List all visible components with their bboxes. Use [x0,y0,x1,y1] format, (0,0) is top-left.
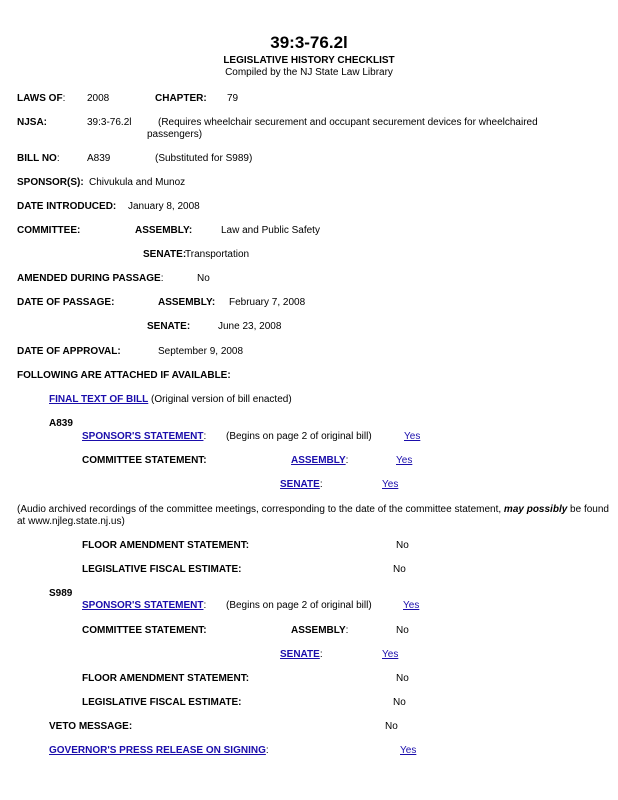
s989-sponsor-statement-label: SPONSOR'S STATEMENT: [82,600,207,611]
bill-no-value: A839 [87,153,111,164]
s989-floor-amendment-label: FLOOR AMENDMENT STATEMENT: [82,673,250,684]
date-of-passage-label: DATE OF PASSAGE: [17,297,115,308]
njsa-label: NJSA: [17,117,48,128]
a839-sponsor-note: (Begins on page 2 of original bill) [226,431,372,442]
date-introduced-value: January 8, 2008 [128,201,200,212]
amended-label: AMENDED DURING PASSAGE: [17,273,164,284]
a839-sponsor-statement-yes-link[interactable]: Yes [404,431,421,442]
governor-press-release-label: GOVERNOR'S PRESS RELEASE ON SIGNING: [49,745,269,756]
a839-fiscal-estimate-label: LEGISLATIVE FISCAL ESTIMATE: [82,564,242,575]
passage-senate-label: SENATE: [147,321,191,332]
date-of-approval-label: DATE OF APPROVAL: [17,346,121,357]
s989-assembly-value: No [396,625,409,636]
a839-assembly-yes-link[interactable]: Yes [396,455,413,466]
njsa-description-line1: (Requires wheelchair securement and occupant securement devices for wheelchaired [158,117,538,128]
attached-heading: FOLLOWING ARE ATTACHED IF AVAILABLE: [17,370,231,381]
governor-press-release-yes-link[interactable]: Yes [400,745,417,756]
a839-assembly-label: ASSEMBLY: [291,455,349,466]
passage-assembly-label: ASSEMBLY: [158,297,216,308]
laws-of-label: LAWS OF: [17,93,66,104]
sponsors-value: Chivukula and Munoz [89,177,186,188]
s989-assembly-label: ASSEMBLY: [291,625,349,636]
njsa-value: 39:3-76.2l [87,117,132,128]
a839-floor-amendment-label: FLOOR AMENDMENT STATEMENT: [82,540,250,551]
s989-heading: S989 [49,588,73,599]
checklist-subtitle: LEGISLATIVE HISTORY CHECKLIST [223,55,395,66]
s989-senate-yes-link[interactable]: Yes [382,649,399,660]
s989-floor-amendment-value: No [396,673,409,684]
page-title: 39:3-76.2l [270,33,348,52]
a839-senate-yes-link[interactable]: Yes [382,479,399,490]
a839-sponsor-statement-label: SPONSOR'S STATEMENT: [82,431,207,442]
laws-of-value: 2008 [87,93,110,104]
s989-sponsor-statement-yes-link[interactable]: Yes [403,600,420,611]
s989-senate-label: SENATE: [280,649,323,660]
chapter-value: 79 [227,93,239,104]
s989-senate-link[interactable]: SENATE [280,649,320,660]
a839-senate-link[interactable]: SENATE [280,479,320,490]
date-introduced-label: DATE INTRODUCED: [17,201,117,212]
bill-no-label: BILL NO: [17,153,60,164]
s989-fiscal-estimate-value: No [393,697,406,708]
sponsors-label: SPONSOR(S): [17,177,84,188]
final-text-row [49,394,292,406]
a839-heading: A839 [49,418,73,429]
a839-assembly-link[interactable]: ASSEMBLY [291,455,346,466]
committee-assembly-value: Law and Public Safety [221,225,320,236]
passage-assembly-value: February 7, 2008 [229,297,306,308]
a839-fiscal-estimate-value: No [393,564,406,575]
njsa-description-line2: passengers) [147,129,203,140]
final-text-of-bill-link[interactable]: FINAL TEXT OF BILL [49,394,149,405]
committee-senate-value: Transportation [185,249,250,260]
s989-fiscal-estimate-label: LEGISLATIVE FISCAL ESTIMATE: [82,697,242,708]
committee-senate-label: SENATE: [143,249,187,260]
passage-senate-value: June 23, 2008 [218,321,282,332]
veto-message-value: No [385,721,398,732]
committee-assembly-label: ASSEMBLY: [135,225,193,236]
a839-floor-amendment-value: No [396,540,409,551]
governor-press-release-link[interactable]: GOVERNOR'S PRESS RELEASE ON SIGNING [49,745,266,756]
audio-note-line2: at www.njleg.state.nj.us) [17,516,125,527]
s989-sponsor-note: (Begins on page 2 of original bill) [226,600,372,611]
a839-senate-label: SENATE: [280,479,323,490]
date-of-approval-value: September 9, 2008 [158,346,244,357]
audio-note-line1: (Audio archived recordings of the committee meetings, corresponding to the date of the committee statement, may possibly be found [17,504,609,515]
a839-sponsor-statement-link[interactable]: SPONSOR'S STATEMENT [82,431,204,442]
compiled-by: Compiled by the NJ State Law Library [225,67,393,78]
chapter-label: CHAPTER: [155,93,207,104]
final-text-note: (Original version of bill enacted) [151,394,292,405]
s989-sponsor-statement-link[interactable]: SPONSOR'S STATEMENT [82,600,204,611]
bill-substituted-note: (Substituted for S989) [155,153,253,164]
amended-value: No [197,273,210,284]
veto-message-label: VETO MESSAGE: [49,721,133,732]
s989-committee-statement-label: COMMITTEE STATEMENT: [82,625,207,636]
a839-committee-statement-label: COMMITTEE STATEMENT: [82,455,207,466]
committee-label: COMMITTEE: [17,225,81,236]
